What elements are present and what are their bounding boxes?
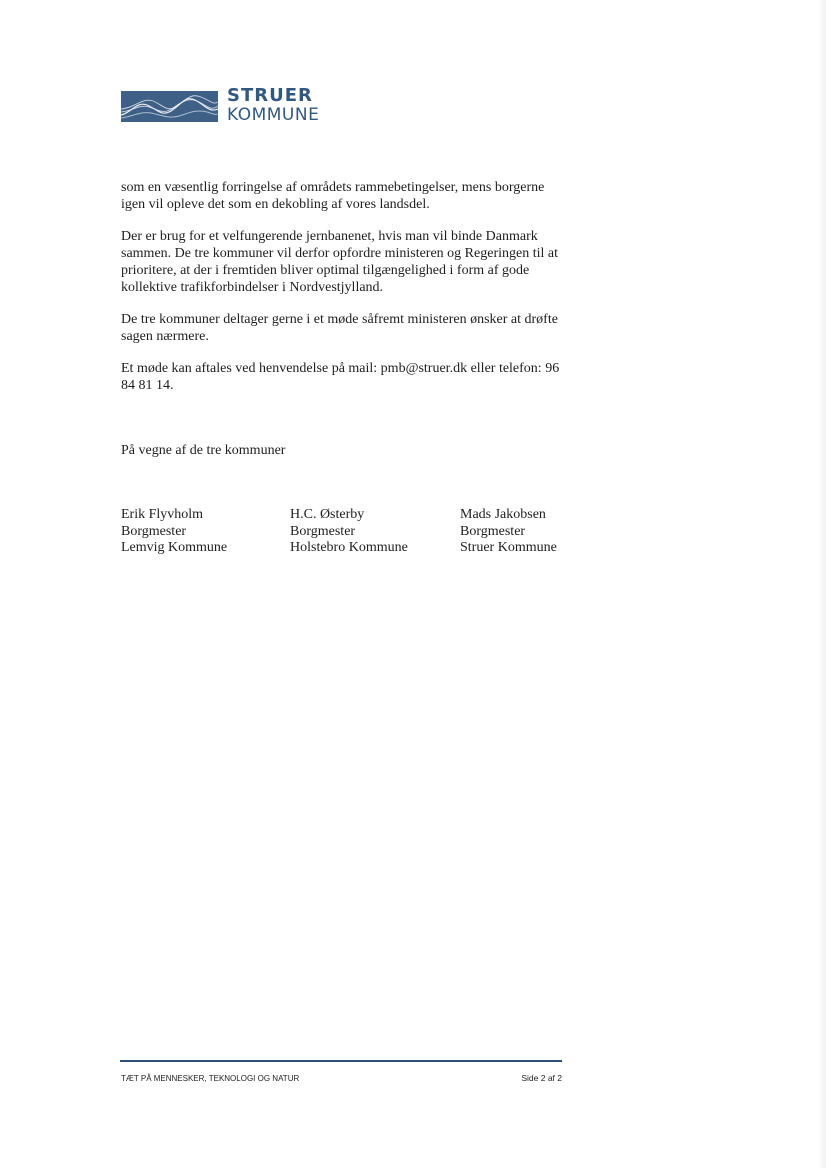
- signatory-title: Borgmester: [290, 523, 356, 539]
- signatory-municipality: Struer Kommune: [460, 540, 557, 555]
- signatory-name: Mads Jakobsen: [460, 507, 546, 522]
- paragraph: Et møde kan aftales ved henvendelse på mail: pmb@struer.dk eller telefon: 96 84 81 14.: [121, 361, 560, 393]
- wave-logo-icon: [121, 91, 218, 122]
- signatory-title: Borgmester: [460, 523, 526, 539]
- signatory-holstebro: [290, 507, 408, 557]
- paragraph: De tre kommuner deltager gerne i et møde såfremt ministeren ønsker at drøfte sagen nærmere.: [121, 312, 558, 344]
- paragraph: som en væsentlig forringelse af områdets rammebetingelser, mens borgerne igen vil opleve det som en dekobling af vores landsdel.: [121, 180, 545, 212]
- signatory-municipality: Lemvig Kommune: [121, 540, 228, 555]
- logo-text-struer: STRUER: [227, 85, 313, 106]
- closing-line: På vegne af de tre kommuner: [121, 443, 286, 458]
- signatory-municipality: Holstebro Kommune: [290, 540, 408, 555]
- paragraph: Der er brug for et velfungerende jernbanenet, hvis man vil binde Danmark sammen. De tre kommuner vil derfor opfordre ministeren og Regeringen til at prioritere, at der i fremtiden bliver optimal tilgængelighed i form af gode kollektive trafikforbindelser i Nordvestjylland.: [121, 229, 558, 295]
- page-edge: [818, 0, 826, 1168]
- signatory-title: Borgmester: [121, 523, 187, 539]
- footer-slogan: TÆT PÅ MENNESKER, TEKNOLOGI OG NATUR: [121, 1074, 300, 1083]
- signatory-lemvig: [121, 507, 227, 557]
- letter-body: [121, 179, 571, 409]
- logo-text-kommune: KOMMUNE: [227, 105, 320, 125]
- page-number: Side 2 af 2: [521, 1073, 562, 1083]
- signatory-name: H.C. Østerby: [290, 507, 365, 522]
- signatory-struer: [460, 507, 557, 557]
- signatory-name: Erik Flyvholm: [121, 507, 204, 522]
- footer-divider: [120, 1060, 562, 1062]
